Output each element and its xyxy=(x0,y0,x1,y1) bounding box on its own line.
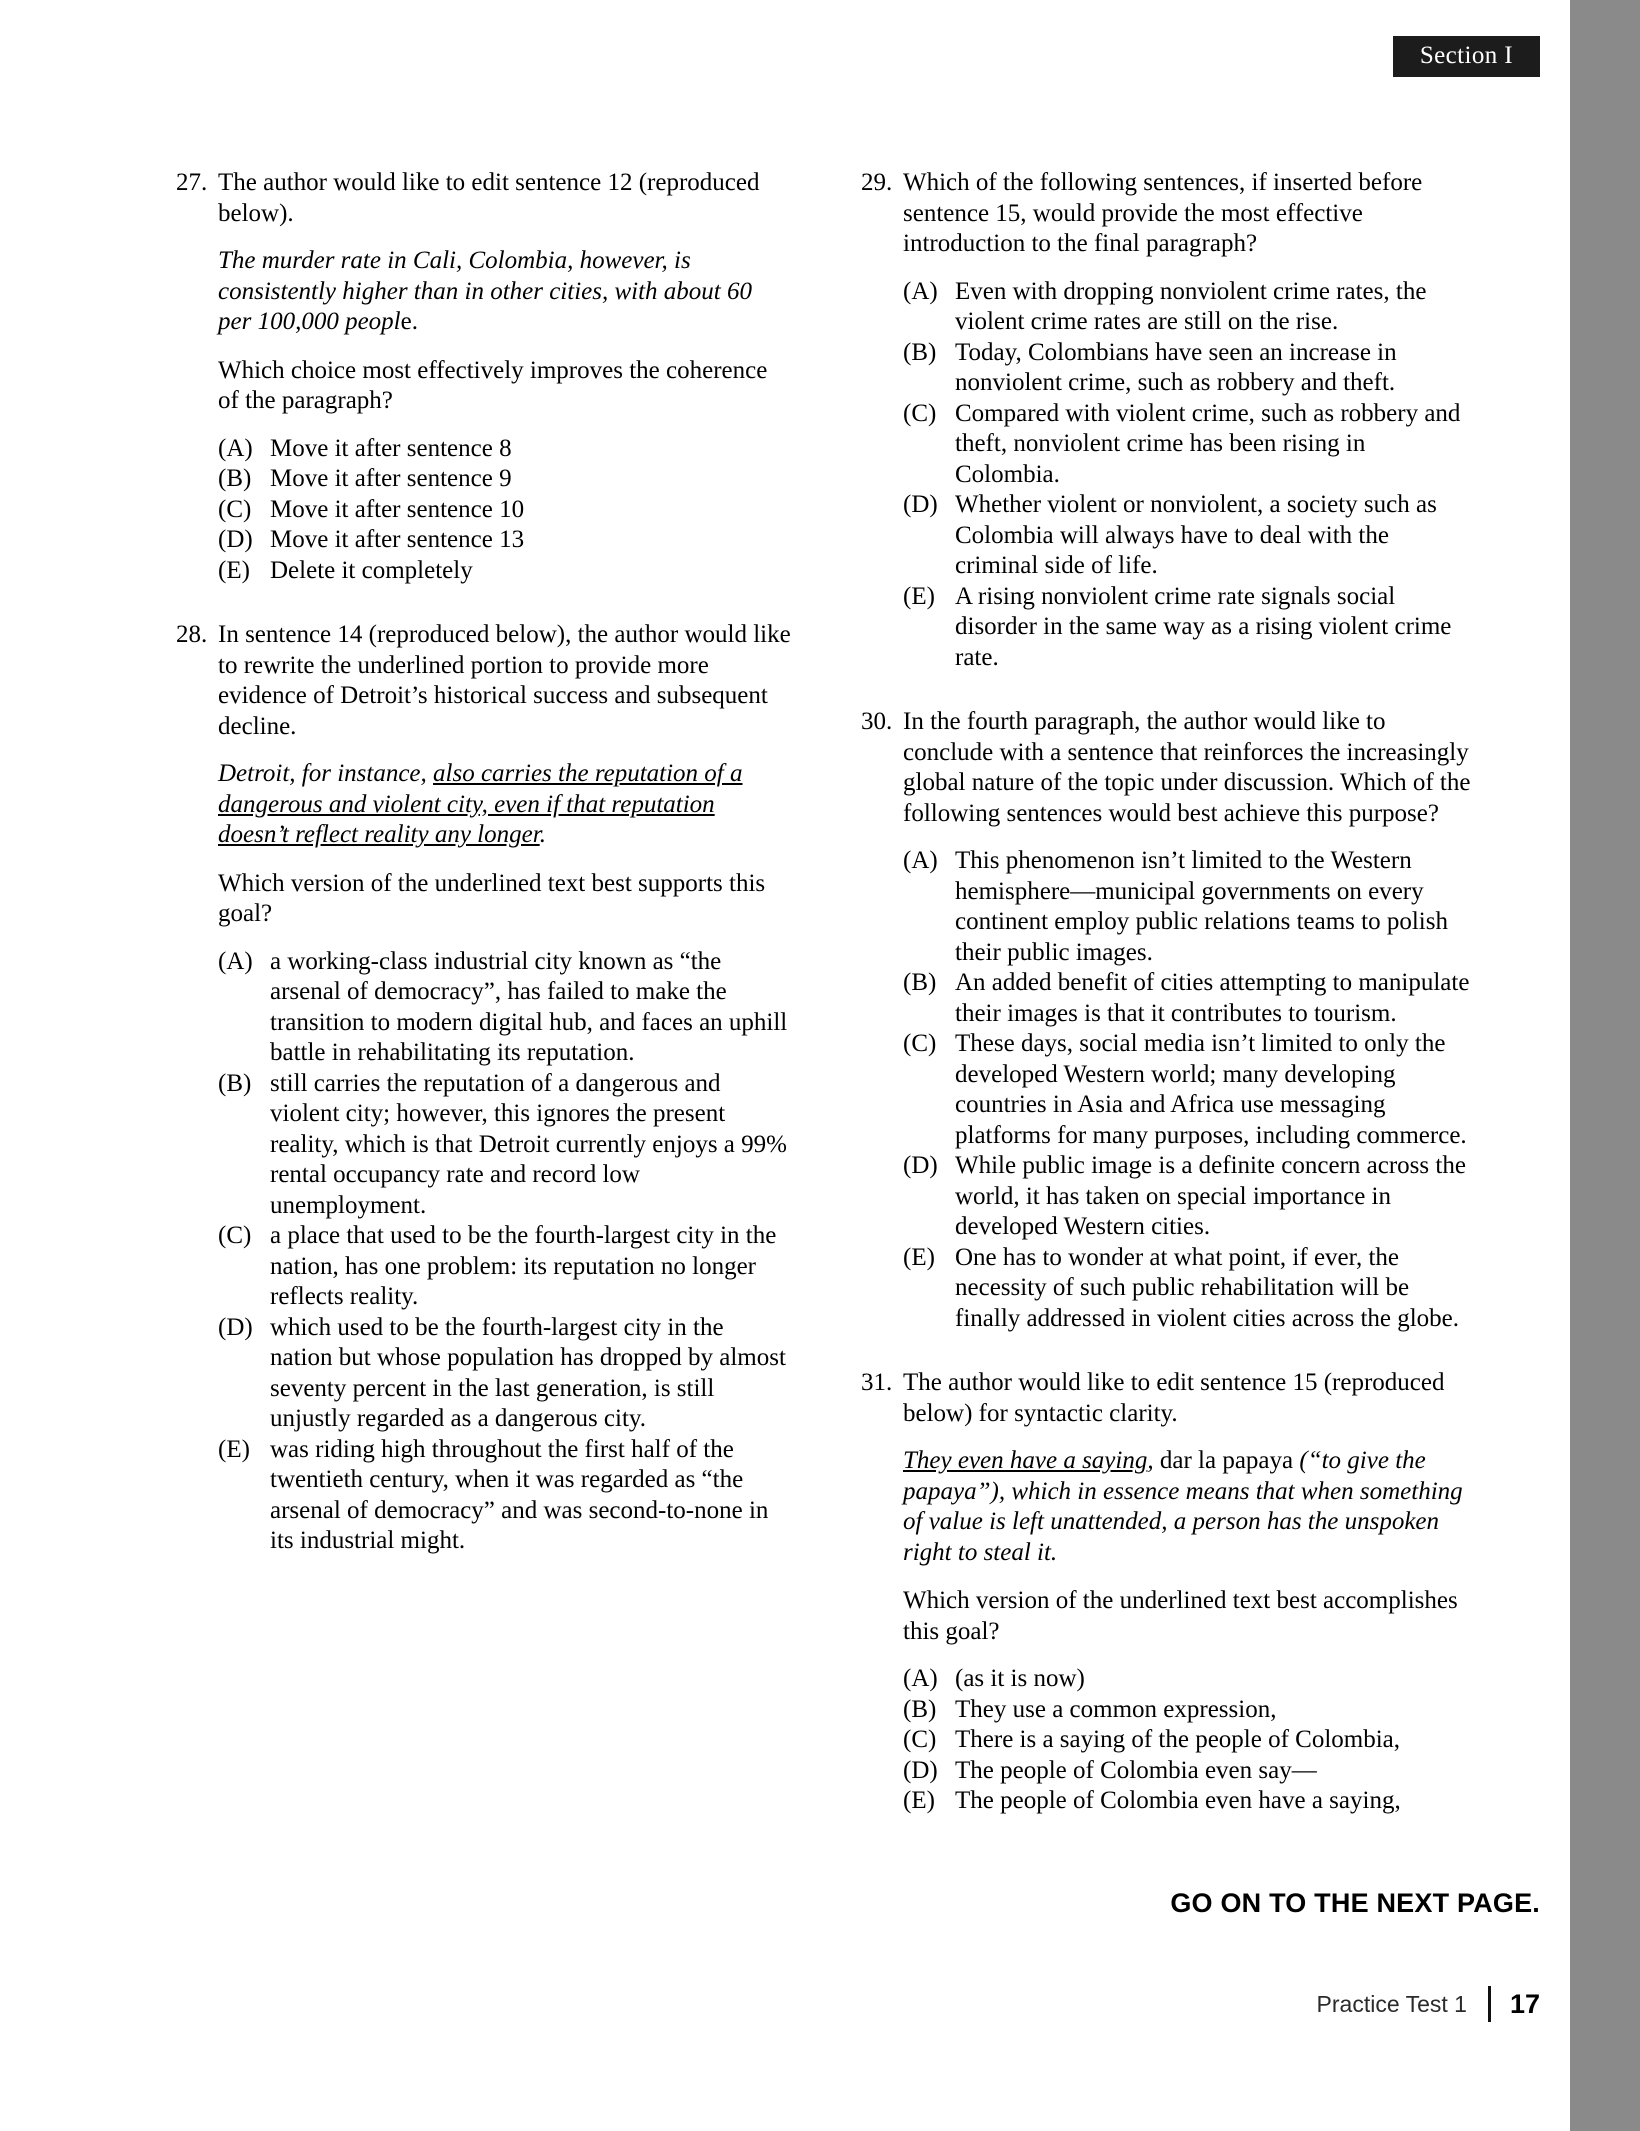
answer-choice[interactable] xyxy=(218,556,791,587)
answer-choice-text: There is a saying of the people of Colombia, xyxy=(955,1726,1401,1753)
question-quote xyxy=(903,1446,1476,1568)
answer-choice-letter: (D) xyxy=(903,1756,938,1784)
answer-choice-text: These days, social media isn’t limited to only the developed Western world; many developing countries in Asia and Africa use messaging platforms for many purposes, including commerce. xyxy=(955,1030,1467,1149)
answer-choice[interactable] xyxy=(903,1664,1476,1695)
quote-segment: . xyxy=(539,821,546,848)
answer-choice[interactable] xyxy=(218,464,791,495)
answer-choice-letter: (B) xyxy=(903,338,937,366)
question-number: 29. xyxy=(861,169,893,196)
answer-choice-letter: (C) xyxy=(218,1222,252,1249)
answer-choice-letter: (C) xyxy=(218,495,252,523)
answer-choice[interactable] xyxy=(218,434,791,465)
answer-choice-text: This phenomenon isn’t limited to the Western hemisphere—municipal governments on every continent employ public relations teams to polish their public images. xyxy=(955,847,1448,966)
question-block xyxy=(861,707,1476,1334)
answer-choice-letter: (E) xyxy=(903,1787,935,1814)
answer-choice-letter: (B) xyxy=(218,465,252,492)
question-body xyxy=(218,168,791,586)
question-followup: Which choice most effectively improves the coherence of the paragraph? xyxy=(218,356,768,414)
answer-choice-letter: (E) xyxy=(218,556,250,584)
answer-choice-text: The people of Colombia even say— xyxy=(955,1756,1317,1784)
question-body xyxy=(218,620,791,1557)
answer-choice-list xyxy=(218,434,791,587)
page-edge-bar xyxy=(1570,0,1640,2131)
answer-choice-text: Move it after sentence 9 xyxy=(270,465,512,492)
go-on-notice: GO ON TO THE NEXT PAGE. xyxy=(1170,1888,1540,1918)
answer-choice-list xyxy=(903,846,1476,1334)
quote-segment: , xyxy=(1147,1447,1160,1474)
answer-choice[interactable] xyxy=(218,1069,791,1222)
quote-segment: They even have a saying xyxy=(903,1447,1148,1474)
answer-choice-letter: (B) xyxy=(218,1069,252,1097)
question-block xyxy=(176,168,791,586)
question-followup: Which version of the underlined text best accomplishes this goal? xyxy=(903,1587,1458,1645)
answer-choice[interactable] xyxy=(218,525,791,556)
question-block xyxy=(176,620,791,1557)
question-stem: In the fourth paragraph, the author would like to conclude with a sentence that reinforces the increasingly global nature of the topic under discussion. Which of the following sentences would best achieve this purpose? xyxy=(903,708,1471,827)
question-body xyxy=(903,168,1476,673)
answer-choice[interactable] xyxy=(903,1695,1476,1726)
answer-choice[interactable] xyxy=(903,1243,1476,1335)
answer-choice[interactable] xyxy=(903,1786,1476,1817)
answer-choice[interactable] xyxy=(218,1221,791,1313)
answer-choice-letter: (E) xyxy=(903,1243,935,1271)
question-number: 30. xyxy=(861,708,893,735)
answer-choice-text: a place that used to be the fourth-largest city in the nation, has one problem: its reputation no longer reflects reality. xyxy=(270,1222,777,1310)
question-stem: The author would like to edit sentence 12 (reproduced below). xyxy=(218,169,760,227)
answer-choice-letter: (C) xyxy=(903,1030,937,1057)
answer-choice-text: Compared with violent crime, such as robbery and theft, nonviolent crime has been rising in Colombia. xyxy=(955,399,1461,488)
answer-choice-letter: (E) xyxy=(218,1435,250,1463)
answer-choice-letter: (A) xyxy=(218,434,253,462)
two-column-body xyxy=(176,168,1516,1851)
question-quote xyxy=(218,246,791,338)
answer-choice-text: Whether violent or nonviolent, a society such as Colombia will always have to deal with the criminal side of life. xyxy=(955,491,1437,579)
footer-test-label: Practice Test 1 xyxy=(1316,1990,1467,2017)
answer-choice-letter: (D) xyxy=(218,1313,253,1341)
answer-choice-text: which used to be the fourth-largest city in the nation but whose population has dropped by almost seventy percent in the last generation, is still unjustly regarded as a dangerous city. xyxy=(270,1313,786,1432)
answer-choice-text: Today, Colombians have seen an increase in nonviolent crime, such as robbery and theft. xyxy=(955,338,1397,396)
answer-choice-letter: (D) xyxy=(903,1152,938,1179)
section-banner: Section I xyxy=(1393,36,1540,77)
question-followup: Which version of the underlined text best supports this goal? xyxy=(218,869,766,927)
answer-choice-text: Delete it completely xyxy=(270,556,473,584)
answer-choice[interactable] xyxy=(903,1756,1476,1787)
answer-choice-text: A rising nonviolent crime rate signals social disorder in the same way as a rising violent crime rate. xyxy=(955,582,1452,671)
quote-segment: The murder rate in Cali, Colombia, however, is consistently higher than in other cities, with about 60 per 100,000 peopl xyxy=(218,247,752,335)
question-body xyxy=(903,707,1476,1334)
answer-choice[interactable] xyxy=(903,1029,1476,1151)
answer-choice[interactable] xyxy=(903,490,1476,582)
answer-choice-text: (as it is now) xyxy=(955,1665,1085,1692)
answer-choice-letter: (C) xyxy=(903,1726,937,1753)
answer-choice-text: Move it after sentence 8 xyxy=(270,434,512,462)
answer-choice[interactable] xyxy=(903,277,1476,338)
answer-choice[interactable] xyxy=(218,1435,791,1557)
answer-choice-text: Move it after sentence 10 xyxy=(270,495,525,523)
answer-choice[interactable] xyxy=(903,968,1476,1029)
answer-choice-letter: (C) xyxy=(903,399,937,427)
question-number: 27. xyxy=(176,169,208,196)
answer-choice[interactable] xyxy=(903,338,1476,399)
footer-divider xyxy=(1488,1986,1491,2022)
answer-choice[interactable] xyxy=(218,1313,791,1435)
answer-choice-text: was riding high throughout the first half of the twentieth century, when it was regarded as “the arsenal of democracy” and was second-to-none in its industrial might. xyxy=(270,1435,769,1554)
answer-choice-text: still carries the reputation of a dangerous and violent city; however, this ignores the present reality, which is that Detroit currently enjoys a 99% rental occupancy rate and record low unemployment. xyxy=(270,1069,787,1219)
question-number: 28. xyxy=(176,621,208,648)
answer-choice-text: They use a common expression, xyxy=(955,1695,1277,1723)
quote-segment: also carries the reputation of a dangerous and violent city, even if that reputation doesn’t reflect reality any longer xyxy=(218,760,743,848)
answer-choice-text: While public image is a definite concern across the world, it has taken on special importance in developed Western cities. xyxy=(955,1152,1466,1240)
question-body xyxy=(903,1368,1476,1817)
answer-choice-letter: (A) xyxy=(903,847,938,874)
answer-choice-text: Move it after sentence 13 xyxy=(270,526,525,553)
answer-choice[interactable] xyxy=(903,1725,1476,1756)
question-quote xyxy=(218,759,791,851)
question-block xyxy=(861,1368,1476,1817)
answer-choice-text: One has to wonder at what point, if ever, the necessity of such public rehabilitation will be finally addressed in violent cities across the globe. xyxy=(955,1243,1460,1332)
question-stem: In sentence 14 (reproduced below), the author would like to rewrite the underlined portion to provide more evidence of Detroit’s historical success and subsequent decline. xyxy=(218,621,791,740)
answer-choice[interactable] xyxy=(903,399,1476,491)
answer-choice-letter: (D) xyxy=(903,491,938,518)
answer-choice-text: The people of Colombia even have a saying, xyxy=(955,1787,1401,1814)
quote-segment: Detroit, for instance, xyxy=(218,760,434,787)
answer-choice-list xyxy=(903,277,1476,674)
answer-choice-list xyxy=(218,947,791,1557)
answer-choice-letter: (E) xyxy=(903,582,935,610)
question-block xyxy=(861,168,1476,673)
question-number: 31. xyxy=(861,1369,893,1396)
answer-choice[interactable] xyxy=(903,1151,1476,1243)
answer-choice-text: An added benefit of cities attempting to manipulate their images is that it contributes to tourism. xyxy=(955,969,1470,1027)
answer-choice-letter: (B) xyxy=(903,1695,937,1723)
quote-segment: (“to give the papaya”), which in essence means that when something of value is left unattended, a person has the unspoken right to steal it. xyxy=(903,1447,1463,1566)
answer-choice-letter: (D) xyxy=(218,526,253,553)
answer-choice-letter: (A) xyxy=(218,947,253,975)
answer-choice-letter: (B) xyxy=(903,969,937,996)
right-column xyxy=(861,168,1476,1851)
page-footer xyxy=(1317,1986,1540,2022)
answer-choice-letter: (A) xyxy=(903,277,938,305)
left-column xyxy=(176,168,791,1851)
question-stem: Which of the following sentences, if inserted before sentence 15, would provide the most effective introduction to the final paragraph? xyxy=(903,169,1423,257)
answer-choice[interactable] xyxy=(218,495,791,526)
answer-choice-text: a working-class industrial city known as “the arsenal of democracy”, has failed to make the transition to modern digital hub, and faces an uphill battle in rehabilitating its reputation. xyxy=(270,947,788,1066)
quote-segment: e. xyxy=(400,308,418,335)
question-stem: The author would like to edit sentence 15 (reproduced below) for syntactic clarity. xyxy=(903,1369,1445,1427)
quote-segment: dar la papaya xyxy=(1159,1447,1300,1474)
answer-choice-list xyxy=(903,1664,1476,1817)
answer-choice[interactable] xyxy=(903,846,1476,968)
answer-choice[interactable] xyxy=(903,582,1476,674)
answer-choice-text: Even with dropping nonviolent crime rates, the violent crime rates are still on the rise. xyxy=(955,277,1427,335)
footer-page-number: 17 xyxy=(1509,1988,1540,2019)
answer-choice-letter: (A) xyxy=(903,1665,938,1692)
answer-choice[interactable] xyxy=(218,947,791,1069)
